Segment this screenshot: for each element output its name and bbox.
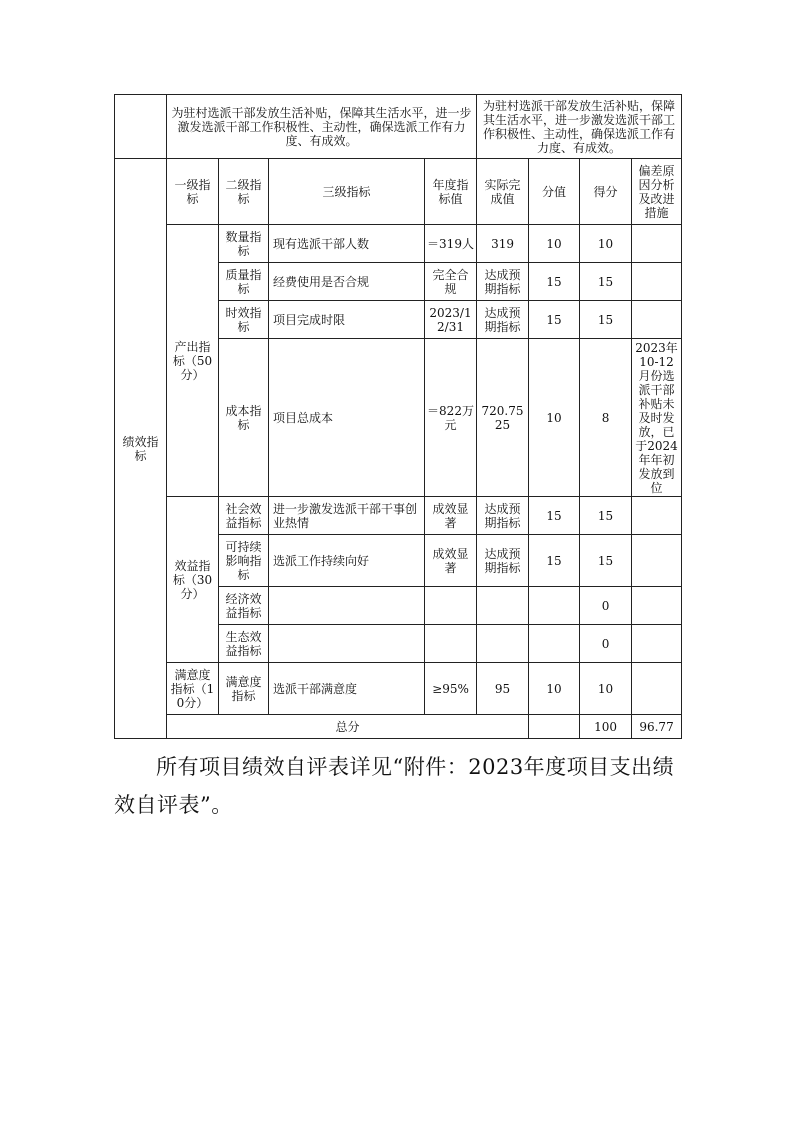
group-label-satisfaction: 满意度指标（10分） bbox=[167, 663, 219, 715]
table-row bbox=[115, 497, 682, 535]
score-cell: 15 bbox=[580, 263, 632, 301]
total-label: 总分 bbox=[167, 715, 529, 739]
header-row bbox=[115, 159, 682, 225]
goal-row bbox=[115, 95, 682, 159]
score-cell: 10 bbox=[580, 663, 632, 715]
actual-cell: 720.7525 bbox=[477, 339, 529, 497]
target-cell: 成效显著 bbox=[425, 535, 477, 587]
attachment-note: 所有项目绩效自评表详见“附件：2023年度项目支出绩效自评表”。 bbox=[114, 755, 675, 817]
value-cell: 15 bbox=[529, 535, 580, 587]
total-score-cell: 96.77 bbox=[632, 715, 682, 739]
note-cell bbox=[632, 625, 682, 663]
level3-cell: 选派工作持续向好 bbox=[269, 535, 425, 587]
header-annual-target: 年度指标值 bbox=[425, 159, 477, 225]
note-cell bbox=[632, 225, 682, 263]
target-cell: 完全合规 bbox=[425, 263, 477, 301]
header-score-got: 得分 bbox=[580, 159, 632, 225]
actual-cell: 达成预期指标 bbox=[477, 301, 529, 339]
level2-cell: 时效指标 bbox=[219, 301, 269, 339]
level2-cell: 社会效益指标 bbox=[219, 497, 269, 535]
level3-cell: 经费使用是否合规 bbox=[269, 263, 425, 301]
goal-target-text: 为驻村选派干部发放生活补贴，保障其生活水平，进一步激发选派干部工作积极性、主动性，确保选派工作有力度、有成效。 bbox=[167, 95, 477, 159]
header-deviation: 偏差原因分析及改进措施 bbox=[632, 159, 682, 225]
header-score-value: 分值 bbox=[529, 159, 580, 225]
goal-label-cell bbox=[115, 95, 167, 159]
value-cell bbox=[529, 587, 580, 625]
header-level3: 三级指标 bbox=[269, 159, 425, 225]
actual-cell: 达成预期指标 bbox=[477, 263, 529, 301]
note-cell bbox=[632, 535, 682, 587]
actual-cell: 达成预期指标 bbox=[477, 535, 529, 587]
level3-cell: 进一步激发选派干部干事创业热情 bbox=[269, 497, 425, 535]
group-label-output: 产出指标（50分） bbox=[167, 225, 219, 497]
score-cell: 15 bbox=[580, 497, 632, 535]
actual-cell bbox=[477, 587, 529, 625]
actual-cell: 95 bbox=[477, 663, 529, 715]
level2-cell: 数量指标 bbox=[219, 225, 269, 263]
target-cell bbox=[425, 625, 477, 663]
level2-cell: 经济效益指标 bbox=[219, 587, 269, 625]
section-label: 绩效指标 bbox=[115, 159, 167, 739]
level2-cell: 质量指标 bbox=[219, 263, 269, 301]
header-actual-value: 实际完成值 bbox=[477, 159, 529, 225]
actual-cell: 319 bbox=[477, 225, 529, 263]
level2-cell: 可持续影响指标 bbox=[219, 535, 269, 587]
target-cell bbox=[425, 587, 477, 625]
note-cell bbox=[632, 301, 682, 339]
goal-actual-text: 为驻村选派干部发放生活补贴，保障其生活水平，进一步激发选派干部工作积极性、主动性，确保选派工作有力度、有成效。 bbox=[477, 95, 682, 159]
value-cell: 10 bbox=[529, 339, 580, 497]
target-cell: ＝319人 bbox=[425, 225, 477, 263]
value-cell: 10 bbox=[529, 663, 580, 715]
table-row bbox=[115, 663, 682, 715]
value-cell: 15 bbox=[529, 301, 580, 339]
target-cell: ≥95% bbox=[425, 663, 477, 715]
score-cell: 0 bbox=[580, 625, 632, 663]
score-cell: 15 bbox=[580, 301, 632, 339]
header-level1: 一级指标 bbox=[167, 159, 219, 225]
level3-cell bbox=[269, 625, 425, 663]
level3-cell: 项目完成时限 bbox=[269, 301, 425, 339]
target-cell: 成效显著 bbox=[425, 497, 477, 535]
score-cell: 0 bbox=[580, 587, 632, 625]
note-cell bbox=[632, 263, 682, 301]
level3-cell: 项目总成本 bbox=[269, 339, 425, 497]
level2-cell: 生态效益指标 bbox=[219, 625, 269, 663]
level3-cell: 现有选派干部人数 bbox=[269, 225, 425, 263]
target-cell: 2023/12/31 bbox=[425, 301, 477, 339]
target-cell: ＝822万元 bbox=[425, 339, 477, 497]
value-cell bbox=[529, 625, 580, 663]
table-row bbox=[115, 225, 682, 263]
note-cell bbox=[632, 587, 682, 625]
level2-cell: 满意度指标 bbox=[219, 663, 269, 715]
value-cell: 10 bbox=[529, 225, 580, 263]
note-cell bbox=[632, 497, 682, 535]
value-cell: 15 bbox=[529, 263, 580, 301]
group-label-benefit: 效益指标（30分） bbox=[167, 497, 219, 663]
score-cell: 10 bbox=[580, 225, 632, 263]
level3-cell bbox=[269, 587, 425, 625]
score-cell: 15 bbox=[580, 535, 632, 587]
level2-cell: 成本指标 bbox=[219, 339, 269, 497]
total-actual-cell bbox=[529, 715, 580, 739]
level3-cell: 选派干部满意度 bbox=[269, 663, 425, 715]
actual-cell bbox=[477, 625, 529, 663]
note-cell bbox=[632, 663, 682, 715]
actual-cell: 达成预期指标 bbox=[477, 497, 529, 535]
header-level2: 二级指标 bbox=[219, 159, 269, 225]
total-value-cell: 100 bbox=[580, 715, 632, 739]
total-row bbox=[115, 715, 682, 739]
performance-table bbox=[114, 94, 682, 739]
score-cell: 8 bbox=[580, 339, 632, 497]
note-cell: 2023年10-12月份选派干部补贴未及时发放，已于2024年年初发放到位 bbox=[632, 339, 682, 497]
value-cell: 15 bbox=[529, 497, 580, 535]
